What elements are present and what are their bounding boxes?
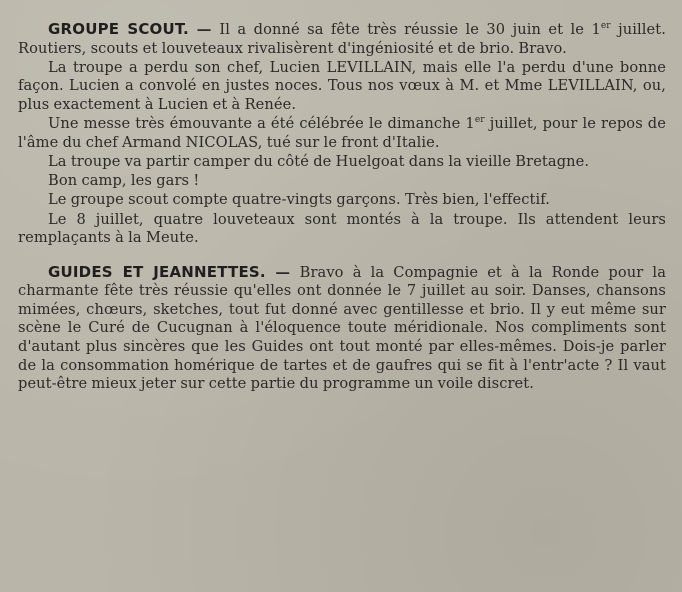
ordinal-suffix: er <box>474 115 485 126</box>
article-heading: GUIDES ET JEANNETTES. <box>48 262 266 281</box>
article-list <box>18 20 666 394</box>
article-heading: GROUPE SCOUT. <box>48 20 189 38</box>
text-segment: Bravo à la Compagnie et à la Ronde pour la charmante fête très réussie qu'elles ont donnée le 7 juillet au soir. Danses, chansons mimées, chœurs, sketches, tout fut donné avec gentillesse et brio. Il y eut même sur scène le Curé de Cucugnan à l'éloquence toute méridionale. Nos compliments sont d'autant plus sincères que les Guides ont tout monté par elles-mêmes. Dois-je parler de la consommation homérique de tartes et de gaufres qui se fit à l'entr'acte ? Il vaut peut-être mieux jeter sur cette partie du programme un voile discret. <box>18 263 666 393</box>
text-segment: Une messe très émouvante a été célébrée le dimanche 1 <box>48 115 475 133</box>
paragraph <box>18 153 666 172</box>
paragraph <box>18 59 666 115</box>
paragraph <box>18 211 666 248</box>
paragraph <box>18 115 666 152</box>
heading-dash: — <box>188 21 220 38</box>
ordinal-suffix: er <box>600 21 611 32</box>
paragraph <box>18 191 666 210</box>
text-segment: La troupe va partir camper du côté de Huelgoat dans la vieille Bretagne. <box>48 152 590 170</box>
text-segment: juillet. Routiers, scouts et louveteaux rivalisèrent d'ingéniosité et de brio. Bravo. <box>18 21 666 57</box>
text-segment: juillet, pour le repos de l'âme du chef Armand NICOLAS, tué sur le front d'Italie. <box>18 115 666 151</box>
paragraph <box>18 263 666 394</box>
paragraph <box>18 172 666 191</box>
text-segment: Le 8 juillet, quatre louveteaux sont montés à la troupe. Ils attendent leurs remplaçants à la Meute. <box>18 210 666 247</box>
text-segment: Bon camp, les gars ! <box>48 172 200 190</box>
paragraph <box>18 20 666 58</box>
article-1 <box>18 20 666 248</box>
text-segment: La troupe a perdu son chef, Lucien LEVILLAIN, mais elle l'a perdu d'une bonne façon. Lucien a convolé en justes noces. Tous nos vœux à M. et Mme LEVILLAIN, ou, plus exactement à Lucien et à Renée. <box>18 58 666 113</box>
text-segment: Le groupe scout compte quatre-vingts garçons. Très bien, l'effectif. <box>48 191 550 209</box>
text-segment: Il a donné sa fête très réussie le 30 juin et le 1 <box>219 21 601 38</box>
article-2 <box>18 263 666 394</box>
heading-dash: — <box>265 263 300 281</box>
